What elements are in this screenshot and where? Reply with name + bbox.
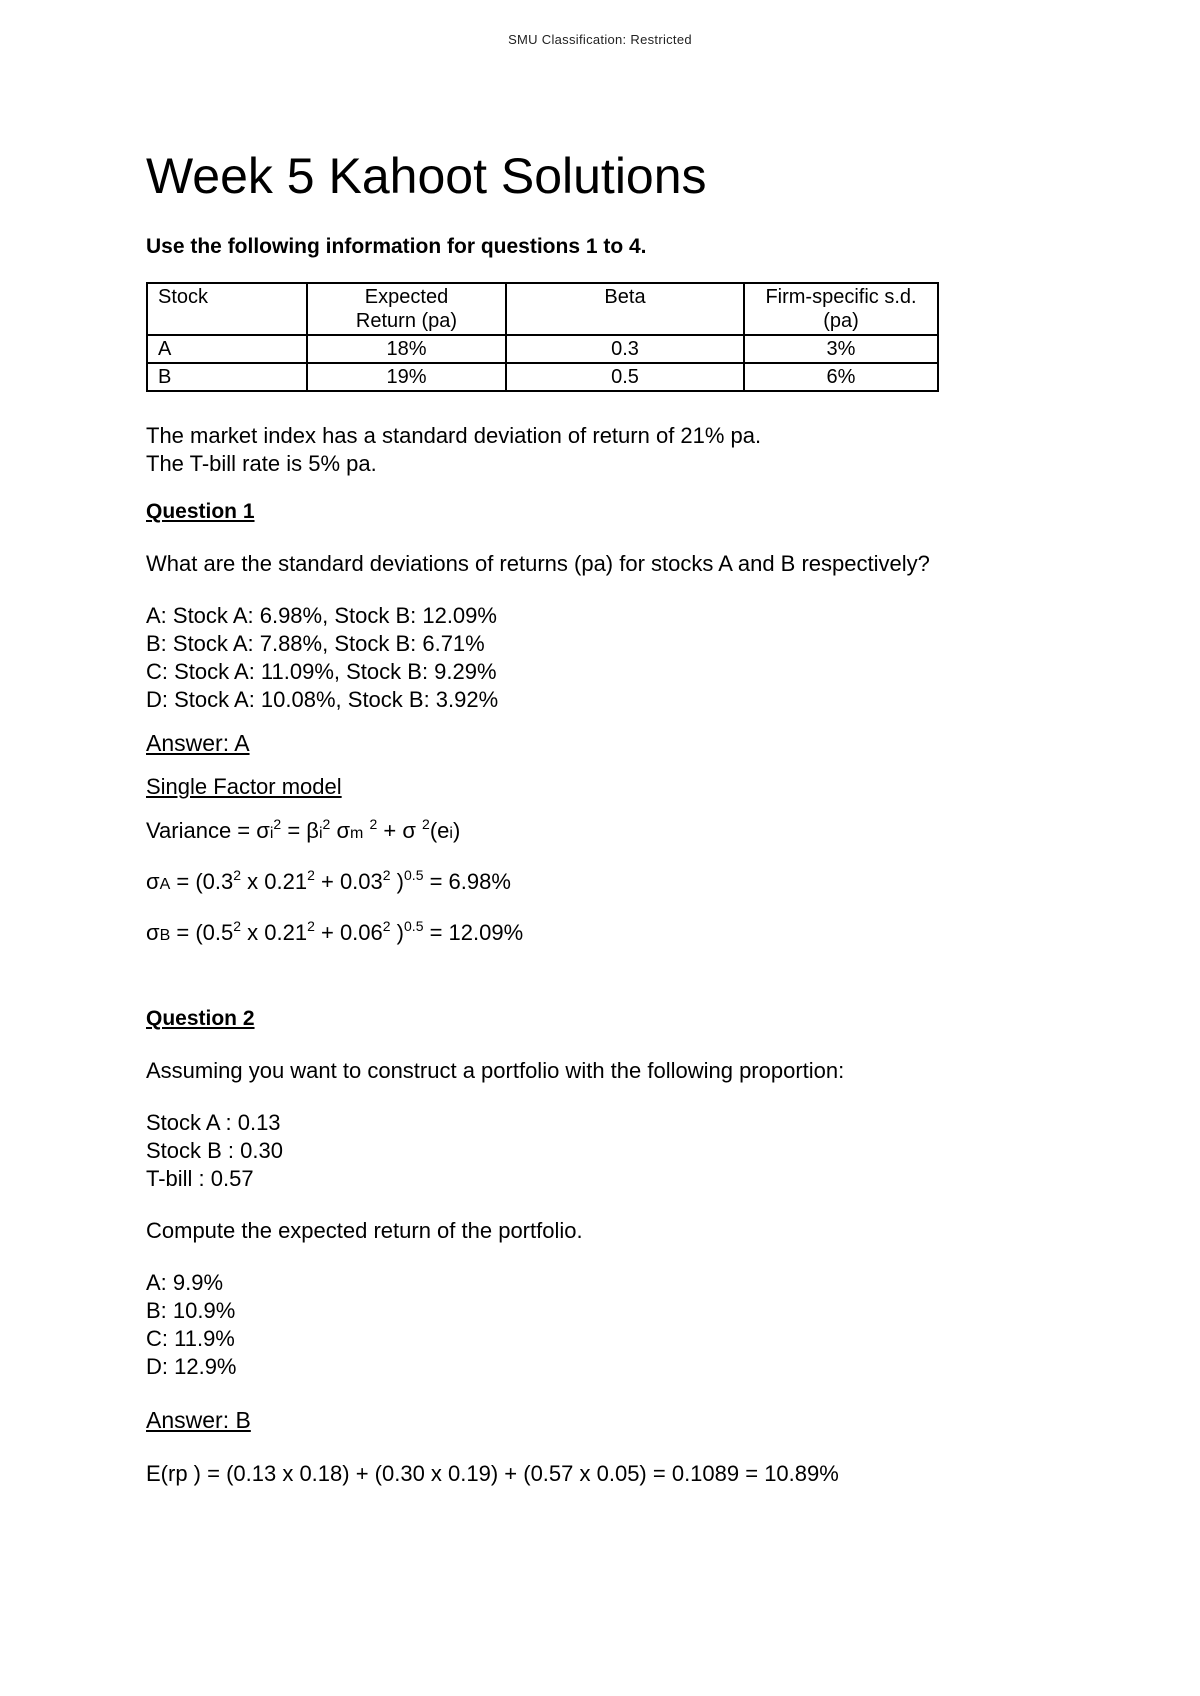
sigma-b-formula: $\sigma B = (0.5^2$ x $0.21^2 + 0.06^2$ )$^{0.5}$ = 12.09% <box>146 918 524 945</box>
option-b: B: 10.9% <box>146 1298 236 1323</box>
cell-beta: 0.5 <box>506 363 744 391</box>
cell-firm-specific-sd: 6% <box>744 363 938 391</box>
question-1-options <box>146 602 1126 714</box>
page-title: Week 5 Kahoot Solutions <box>146 148 707 204</box>
header-firm-specific-sd: Firm-specific s.d. (pa) <box>744 283 938 335</box>
option-a: A: Stock A: 6.98%, Stock B: 12.09% <box>146 603 497 628</box>
header-expected-return: Expected Return (pa) <box>307 283 506 335</box>
variance-formula: Variance = $\sigma i^2 = \beta i^2$ σm $^2$ + σ $^2$(ei) <box>146 816 461 843</box>
weight-tbill: T-bill : 0.57 <box>146 1166 254 1191</box>
question-1-heading: Question 1 <box>146 500 255 523</box>
table-header-row <box>147 283 938 335</box>
question-1-text: What are the standard deviations of returns (pa) for stocks A and B respectively? <box>146 551 930 576</box>
cell-beta: 0.3 <box>506 335 744 363</box>
option-d: D: 12.9% <box>146 1354 237 1379</box>
cell-expected-return: 18% <box>307 335 506 363</box>
document-content <box>146 146 1126 1489</box>
table-row <box>147 363 938 391</box>
portfolio-weights <box>146 1109 1126 1193</box>
stock-info-table <box>146 282 939 392</box>
weight-stock-b: Stock B : 0.30 <box>146 1138 283 1163</box>
question-2-heading: Question 2 <box>146 1007 255 1030</box>
question-1-answer: Answer: A <box>146 730 250 756</box>
header-beta: Beta <box>506 283 744 335</box>
intro-text: Use the following information for questions 1 to 4. <box>146 235 647 258</box>
cell-firm-specific-sd: 3% <box>744 335 938 363</box>
weight-stock-a: Stock A : 0.13 <box>146 1110 281 1135</box>
cell-stock: A <box>147 335 307 363</box>
market-info <box>146 422 1126 478</box>
sigma-a-formula: $\sigma A = (0.3^2$ x $0.21^2 + 0.03^2$ )$^{0.5}$ = 6.98% <box>146 867 511 894</box>
expected-return-formula: E(rp ) = (0.13 x 0.18) + (0.30 x 0.19) + (0.57 x 0.05) = 0.1089 = 10.89% <box>146 1461 839 1486</box>
table-row <box>147 335 938 363</box>
market-sd-text: The market index has a standard deviation of return of 21% pa. <box>146 423 762 448</box>
question-2-answer: Answer: B <box>146 1407 251 1433</box>
option-a: A: 9.9% <box>146 1270 224 1295</box>
question-2-options <box>146 1269 1126 1381</box>
option-c: C: 11.9% <box>146 1326 235 1351</box>
option-b: B: Stock A: 7.88%, Stock B: 6.71% <box>146 631 485 656</box>
cell-expected-return: 19% <box>307 363 506 391</box>
question-2-text: Assuming you want to construct a portfolio with the following proportion: <box>146 1058 845 1083</box>
method-label: Single Factor model <box>146 774 342 799</box>
header-stock: Stock <box>147 283 307 335</box>
tbill-rate-text: The T-bill rate is 5% pa. <box>146 451 377 476</box>
cell-stock: B <box>147 363 307 391</box>
option-d: D: Stock A: 10.08%, Stock B: 3.92% <box>146 687 499 712</box>
classification-label: SMU Classification: Restricted <box>508 32 692 47</box>
question-2-task: Compute the expected return of the portfolio. <box>146 1218 583 1243</box>
option-c: C: Stock A: 11.09%, Stock B: 9.29% <box>146 659 497 684</box>
